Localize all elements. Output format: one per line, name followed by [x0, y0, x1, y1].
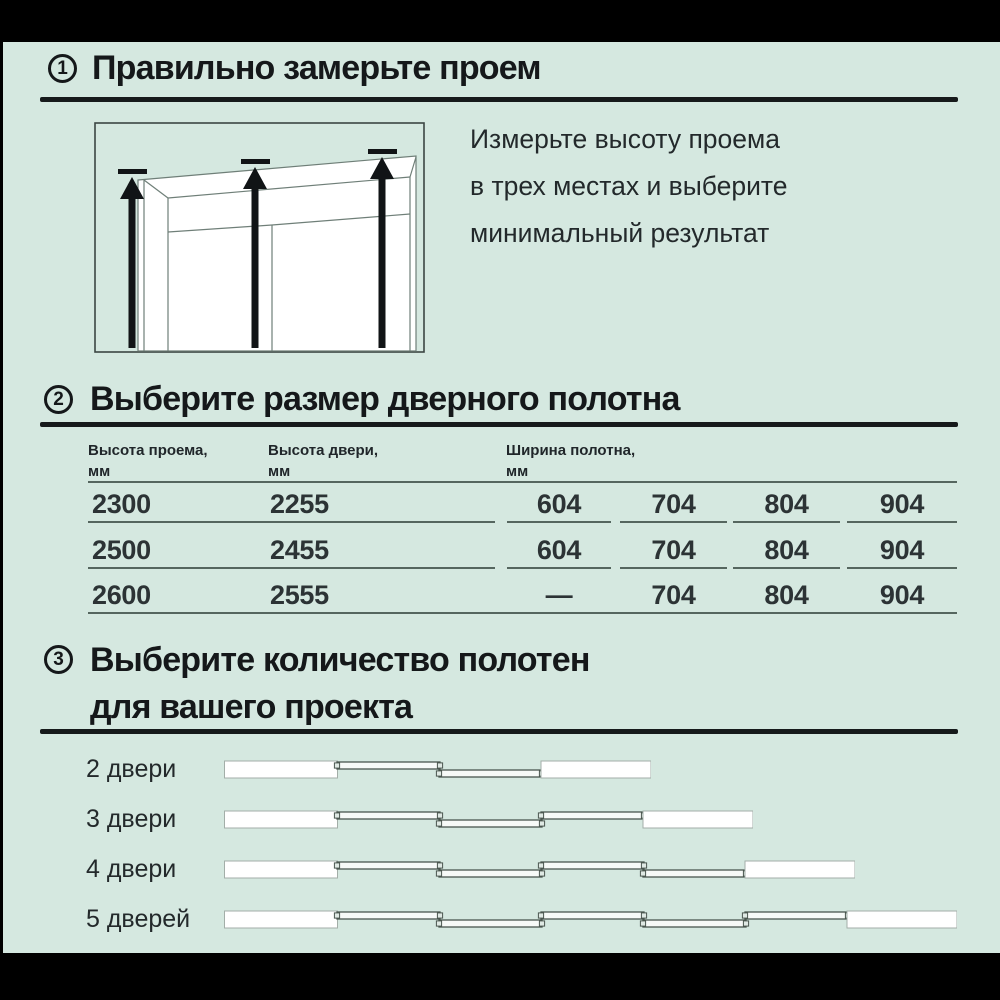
- measure-cap-center: [241, 159, 270, 164]
- hinge: [538, 863, 543, 868]
- step-1-number-badge: 1: [48, 54, 77, 83]
- option-label-2-doors: 2 двери: [86, 755, 177, 783]
- section-1-title: Правильно замерьте проем: [92, 49, 541, 87]
- table-header-rule: [88, 481, 957, 483]
- hinge: [436, 771, 441, 776]
- door-leaf: [439, 920, 542, 927]
- hinge: [334, 913, 339, 918]
- cell-width: —: [545, 580, 573, 610]
- cell-width: 804: [764, 535, 809, 565]
- column-header-door-height: Высота двери, мм: [268, 442, 379, 480]
- door-diagram-3: [224, 807, 753, 838]
- hinge: [436, 871, 441, 876]
- row-separator: [847, 567, 957, 569]
- hinge: [436, 821, 441, 826]
- wall-panel-right: [541, 761, 651, 778]
- door-leaf: [541, 862, 644, 869]
- door-diagram-5: [224, 907, 957, 938]
- measure-cap-left: [118, 169, 147, 174]
- step-2-number-badge: 2: [44, 385, 73, 414]
- wall-panel-left: [225, 911, 338, 928]
- row-separator: [620, 521, 727, 523]
- row-separator: [620, 567, 727, 569]
- wall-panel-right: [847, 911, 957, 928]
- wall-panel-left: [225, 861, 338, 878]
- wall-panel-right: [643, 811, 753, 828]
- door-leaf: [337, 762, 440, 769]
- section-1-description: [470, 116, 788, 257]
- door-leaf: [337, 862, 440, 869]
- section-2-underline: [40, 422, 958, 427]
- cell-width: 704: [651, 489, 696, 519]
- opening-shape: [138, 156, 416, 351]
- wall-panel-left: [225, 761, 338, 778]
- wall-panel-left: [225, 811, 338, 828]
- row-separator: [88, 567, 495, 569]
- door-leaf: [643, 920, 746, 927]
- hinge: [437, 763, 442, 768]
- hinge: [437, 813, 442, 818]
- hinge: [436, 921, 441, 926]
- option-label-5-doors: 5 дверей: [86, 905, 191, 933]
- hinge: [742, 913, 747, 918]
- section-3-title-line1: Выберите количество полотен: [90, 641, 590, 679]
- column-header-opening-height: Высота проема, мм: [88, 442, 208, 480]
- cell-opening-height: 2600: [92, 580, 151, 610]
- description-line: Измерьте высоту проема: [470, 124, 780, 154]
- wall-panel-right: [745, 861, 855, 878]
- cell-width: 704: [651, 535, 696, 565]
- door-leaf: [745, 912, 848, 919]
- cell-opening-height: 2500: [92, 535, 151, 565]
- top-black-bar: [0, 0, 1000, 42]
- cell-width: 804: [764, 580, 809, 610]
- door-opening-diagram: [94, 122, 425, 353]
- hinge: [641, 913, 646, 918]
- door-leaf: [541, 912, 644, 919]
- door-leaf: [541, 812, 644, 819]
- cell-door-height: 2255: [270, 489, 329, 519]
- left-black-edge: [0, 0, 3, 1000]
- hinge: [334, 863, 339, 868]
- cell-opening-height: 2300: [92, 489, 151, 519]
- option-label-4-doors: 4 двери: [86, 855, 177, 883]
- cell-width: 604: [536, 535, 582, 565]
- cell-width: 604: [536, 489, 582, 519]
- cell-door-height: 2555: [270, 580, 329, 610]
- row-separator: [847, 521, 957, 523]
- hinge: [743, 921, 748, 926]
- table-bottom-rule: [88, 612, 957, 614]
- hinge: [641, 863, 646, 868]
- step-3-number-badge: 3: [44, 645, 73, 674]
- door-leaf: [337, 912, 440, 919]
- description-line: минимальный результат: [470, 218, 770, 248]
- door-diagram-4: [224, 857, 855, 888]
- hinge: [640, 921, 645, 926]
- door-leaf: [439, 770, 542, 777]
- option-label-3-doors: 3 двери: [86, 805, 177, 833]
- section-3-title-line2: для вашего проекта: [90, 688, 413, 726]
- door-leaf: [439, 870, 542, 877]
- row-separator: [507, 521, 611, 523]
- hinge: [334, 763, 339, 768]
- cell-width: 904: [879, 535, 925, 565]
- hinge: [437, 863, 442, 868]
- row-separator: [733, 521, 840, 523]
- door-leaf: [439, 820, 542, 827]
- section-1-underline: [40, 97, 958, 102]
- door-leaf: [337, 812, 440, 819]
- hinge: [539, 921, 544, 926]
- section-3-underline: [40, 729, 958, 734]
- measure-cap-right: [368, 149, 397, 154]
- hinge: [334, 813, 339, 818]
- hinge: [437, 913, 442, 918]
- hinge: [538, 913, 543, 918]
- row-separator: [88, 521, 495, 523]
- hinge: [538, 813, 543, 818]
- cell-width: 704: [651, 580, 696, 610]
- cell-width: 904: [879, 580, 925, 610]
- door-diagram-2: [224, 757, 651, 788]
- cell-width: 804: [764, 489, 809, 519]
- row-separator: [733, 567, 840, 569]
- hinge: [539, 871, 544, 876]
- door-leaf: [643, 870, 746, 877]
- cell-door-height: 2455: [270, 535, 329, 565]
- hinge: [539, 821, 544, 826]
- column-header-panel-width: Ширина полотна, мм: [506, 442, 636, 480]
- cell-width: 904: [879, 489, 925, 519]
- bottom-black-bar: [0, 953, 1000, 1000]
- section-2-title: Выберите размер дверного полотна: [90, 380, 680, 418]
- description-line: в трех местах и выберите: [470, 171, 788, 201]
- hinge: [640, 871, 645, 876]
- row-separator: [507, 567, 611, 569]
